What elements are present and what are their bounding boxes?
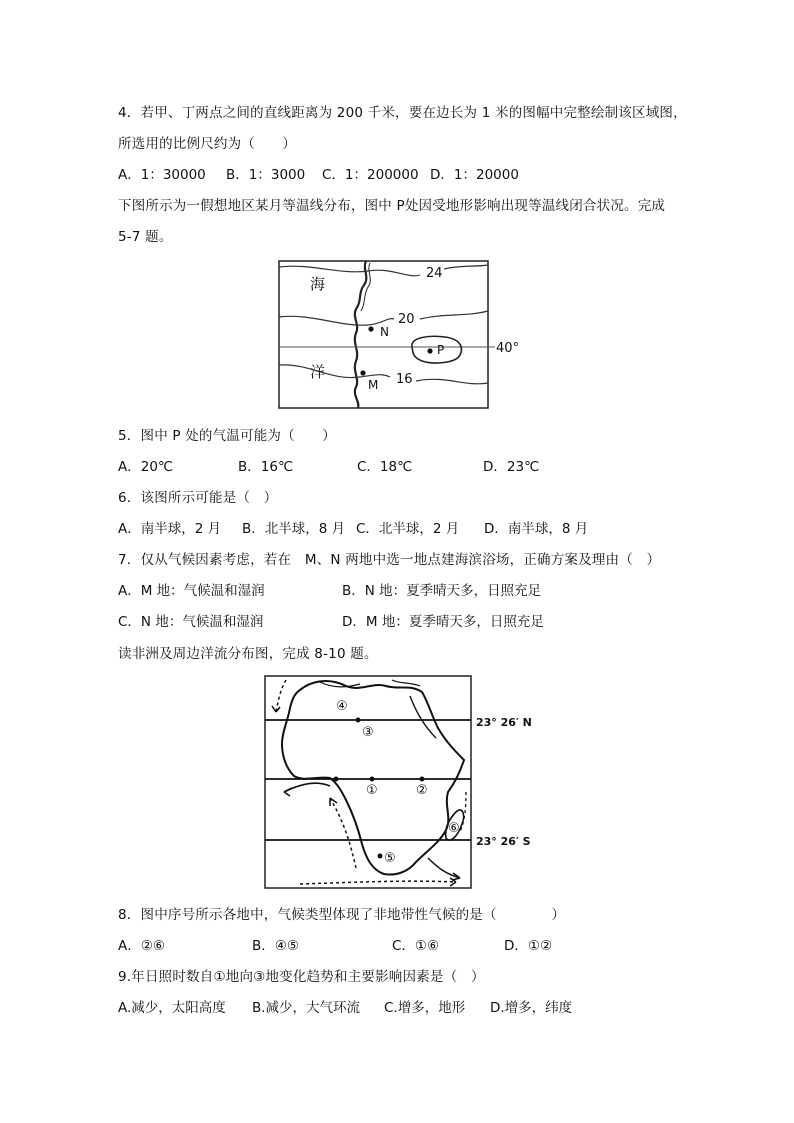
africa-map-frame: [265, 676, 471, 888]
q8-option-d: D．①②: [504, 938, 553, 954]
q7-option-d: D．M 地：夏季晴天多，日照充足: [342, 614, 544, 630]
q8-option-a: A．②⑥: [118, 938, 165, 954]
isotherm-label-20: 20: [398, 312, 415, 327]
q4-option-a: A．1：30000: [118, 167, 206, 183]
q8-option-b: B．④⑤: [252, 938, 299, 954]
isotherm-label-16: 16: [396, 372, 413, 387]
marker-4: ④: [336, 699, 348, 714]
q6-stem: 6．该图所示可能是（ ）: [118, 490, 278, 506]
q9-stem: 9.年日照时数自①地向③地变化趋势和主要影响因素是（ ）: [118, 969, 485, 985]
q4-option-c: C．1：200000: [322, 167, 419, 183]
label-n: N: [380, 325, 389, 339]
sea-label-2: 洋: [310, 363, 326, 381]
marker-2: ②: [416, 783, 428, 798]
q8-stem: 8．图中序号所示各地中，气候类型体现了非地带性气候的是（ ）: [118, 907, 566, 923]
point-m: [360, 370, 365, 375]
point-p: [427, 348, 432, 353]
q5-option-d: D．23℃: [483, 459, 540, 475]
q6-option-c: C．北半球，2 月: [356, 521, 460, 537]
point-n: [368, 326, 373, 331]
q9-option-d: D.增多，纬度: [490, 1000, 573, 1016]
q5-option-a: A．20℃: [118, 459, 174, 475]
q5-option-c: C．18℃: [357, 459, 413, 475]
q5-stem: 5．图中 P 处的气温可能为（ ）: [118, 428, 336, 444]
label-m: M: [368, 378, 379, 392]
q7-option-b: B．N 地：夏季晴天多，日照充足: [342, 583, 542, 599]
marker-6: ⑥: [448, 821, 460, 836]
q6-option-b: B．北半球，8 月: [242, 521, 346, 537]
q8-option-c: C．①⑥: [392, 938, 440, 954]
label-tropic-south: 23° 26′ S: [476, 835, 531, 848]
q5-option-b: B．16℃: [238, 459, 294, 475]
q7-stem: 7．仅从气候因素考虑，若在 M、N 两地中选一地点建海滨浴场，正确方案及理由（ ）: [118, 552, 661, 568]
dot-3: [356, 718, 361, 723]
dot-2: [420, 777, 425, 782]
q9-option-a: A.减少，太阳高度: [118, 1000, 226, 1016]
q9-option-b: B.减少，大气环流: [252, 1000, 361, 1016]
label-40-degree: 40°: [496, 341, 520, 356]
q7-option-a: A．M 地：气候温和湿润: [118, 583, 265, 599]
label-tropic-north: 23° 26′ N: [476, 716, 532, 729]
intro-5-7-line1: 下图所示为一假想地区某月等温线分布，图中 P处因受地形影响出现等温线闭合状况。完成: [118, 198, 666, 214]
q4-option-b: B．1：3000: [226, 167, 306, 183]
q9-option-c: C.增多，地形: [384, 1000, 466, 1016]
marker-5: ⑤: [384, 851, 396, 866]
intro-5-7-line2: 5-7 题。: [118, 229, 173, 245]
isotherm-label-24: 24: [426, 266, 443, 281]
dot-1: [370, 777, 375, 782]
marker-1: ①: [366, 783, 378, 798]
q6-option-a: A．南半球，2 月: [118, 521, 222, 537]
marker-3: ③: [362, 725, 374, 740]
q4-stem-line2: 所选用的比例尺约为（ ）: [118, 136, 297, 152]
q4-option-d: D．1：20000: [430, 167, 519, 183]
q7-option-c: C．N 地：气候温和湿润: [118, 614, 264, 630]
q4-stem-line1: 4．若甲、丁两点之间的直线距离为 200 千米，要在边长为 1 米的图幅中完整绘制该区域图，: [118, 105, 687, 121]
isotherm-map: [270, 255, 530, 415]
label-p: P: [437, 343, 445, 357]
q6-option-d: D．南半球，8 月: [484, 521, 589, 537]
dot-equator-west: [334, 777, 339, 782]
africa-currents-map: [260, 672, 540, 894]
intro-8-10: 读非洲及周边洋流分布图，完成 8-10 题。: [118, 646, 378, 662]
dot-5: [378, 854, 383, 859]
sea-label-1: 海: [310, 275, 326, 293]
